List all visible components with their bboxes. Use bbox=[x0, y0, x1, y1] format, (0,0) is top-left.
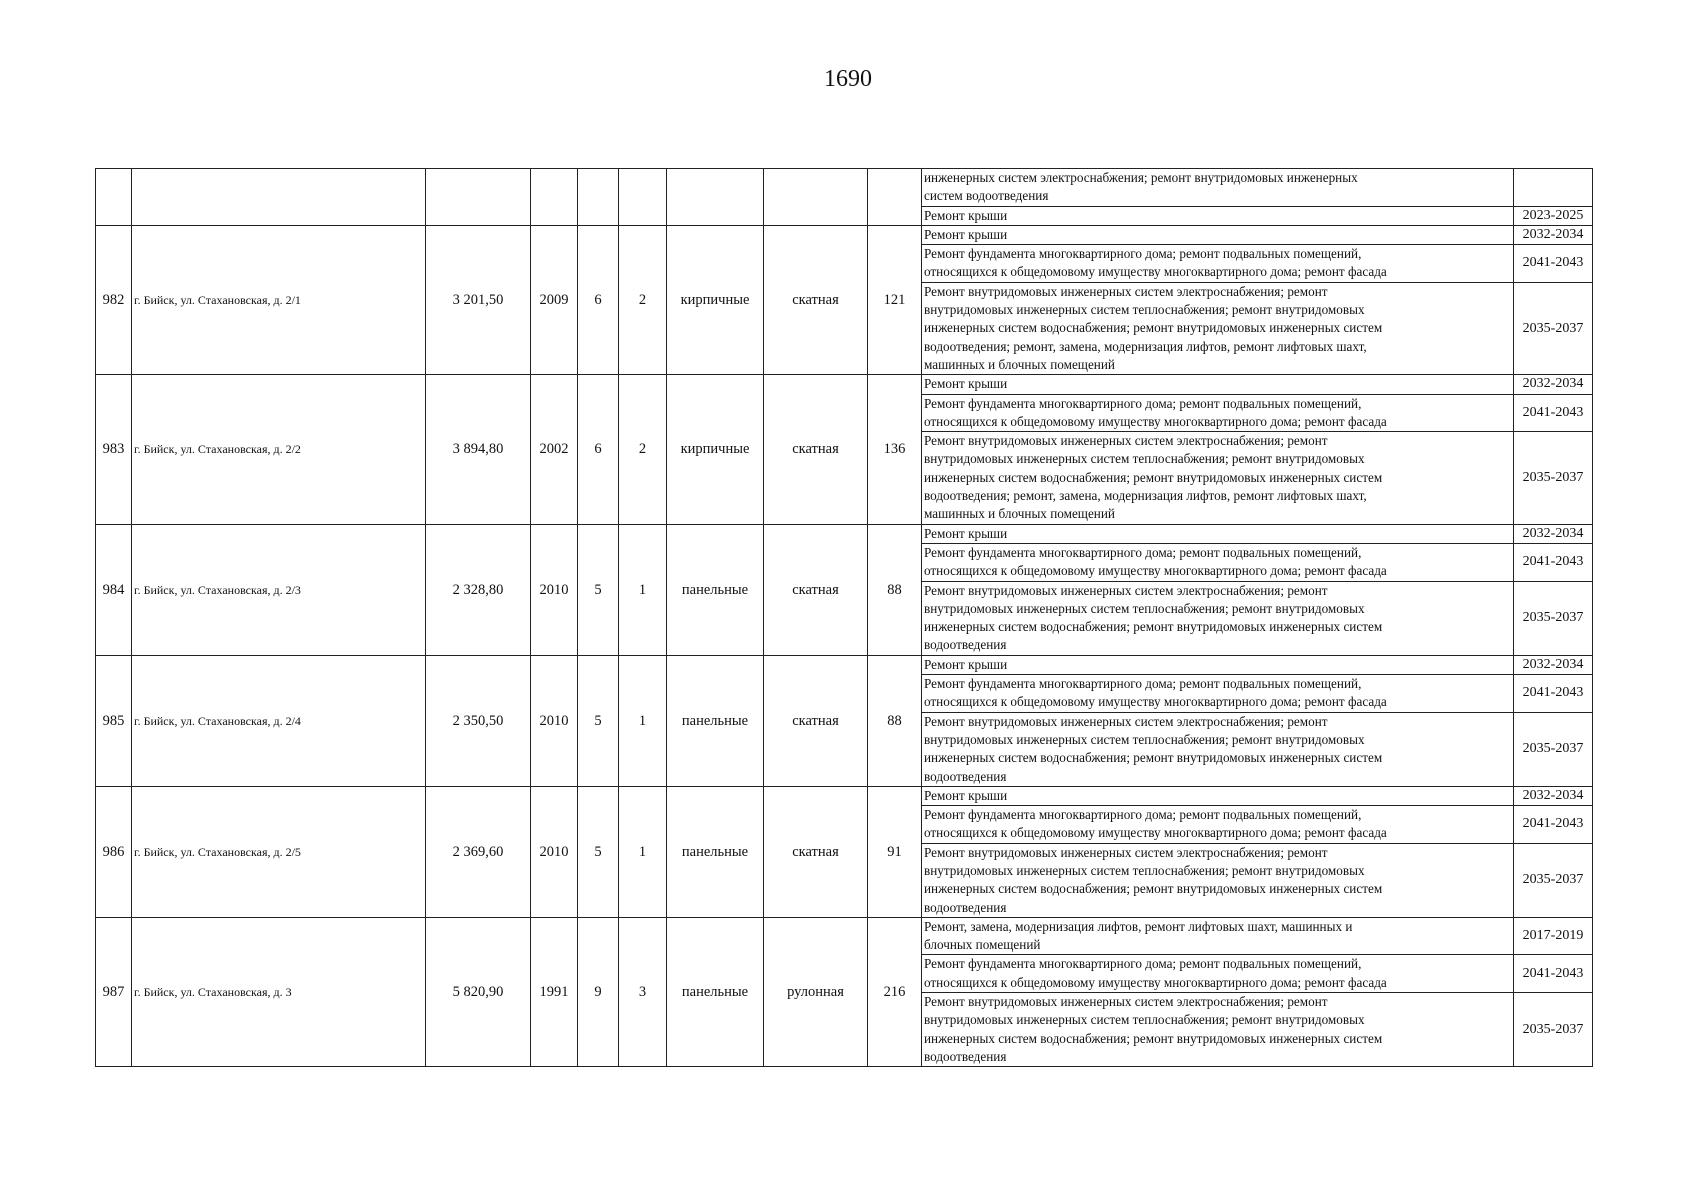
roof-type: скатная bbox=[764, 786, 868, 917]
work-line: Ремонт фундамента многоквартирного дома; ремонт подвальных помещений, bbox=[924, 246, 1362, 262]
address: г. Бийск, ул. Стахановская, д. 3 bbox=[132, 917, 426, 1066]
work-line: Ремонт фундамента многоквартирного дома; ремонт подвальных помещений, bbox=[924, 544, 1362, 560]
work-description bbox=[922, 432, 1514, 524]
residents-count: 121 bbox=[868, 225, 922, 374]
work-line: инженерных систем водоснабжения; ремонт внутридомовых инженерных систем bbox=[924, 469, 1383, 485]
work-line: водоотведения bbox=[924, 1048, 1007, 1064]
work-line: водоотведения; ремонт, замена, модернизация лифтов, ремонт лифтовых шахт, bbox=[924, 338, 1367, 354]
residents-count: 216 bbox=[868, 917, 922, 1066]
work-line: Ремонт крыши bbox=[924, 787, 1008, 803]
work-line: Ремонт фундамента многоквартирного дома; ремонт подвальных помещений, bbox=[924, 807, 1362, 823]
entrances-count: 2 bbox=[619, 225, 667, 374]
work-description bbox=[922, 955, 1514, 993]
work-line: относящихся к общедомовому имуществу многоквартирного дома; ремонт фасада bbox=[924, 694, 1387, 710]
wall-material: панельные bbox=[667, 917, 764, 1066]
work-line: Ремонт крыши bbox=[924, 376, 1008, 392]
total-area: 2 328,80 bbox=[426, 524, 531, 655]
work-line: Ремонт внутридомовых инженерных систем электроснабжения; ремонт bbox=[924, 713, 1328, 729]
work-period: 2035-2037 bbox=[1514, 993, 1593, 1067]
work-line: внутридомовых инженерных систем теплоснабжения; ремонт внутридомовых bbox=[924, 451, 1365, 467]
table-row bbox=[96, 655, 1593, 674]
commissioning-year: 2009 bbox=[531, 225, 578, 374]
table-body bbox=[96, 169, 1593, 1067]
table-row bbox=[96, 786, 1593, 805]
work-line: Ремонт крыши bbox=[924, 525, 1008, 541]
work-line: водоотведения bbox=[924, 899, 1007, 915]
address: г. Бийск, ул. Стахановская, д. 2/5 bbox=[132, 786, 426, 917]
work-line: Ремонт фундамента многоквартирного дома; ремонт подвальных помещений, bbox=[924, 956, 1362, 972]
work-description bbox=[922, 581, 1514, 655]
work-line: инженерных систем водоснабжения; ремонт внутридомовых инженерных систем bbox=[924, 881, 1383, 897]
empty-cell bbox=[764, 169, 868, 226]
work-line: внутридомовых инженерных систем теплоснабжения; ремонт внутридомовых bbox=[924, 731, 1365, 747]
floors-count: 6 bbox=[578, 375, 619, 524]
work-line: инженерных систем водоснабжения; ремонт внутридомовых инженерных систем bbox=[924, 619, 1383, 635]
work-period: 2041-2043 bbox=[1514, 806, 1593, 844]
work-period: 2041-2043 bbox=[1514, 543, 1593, 581]
work-line: внутридомовых инженерных систем теплоснабжения; ремонт внутридомовых bbox=[924, 862, 1365, 878]
empty-cell bbox=[619, 169, 667, 226]
entrances-count: 3 bbox=[619, 917, 667, 1066]
work-description bbox=[922, 806, 1514, 844]
row-number: 982 bbox=[96, 225, 132, 374]
work-period: 2041-2043 bbox=[1514, 955, 1593, 993]
work-line: Ремонт крыши bbox=[924, 656, 1008, 672]
row-number: 985 bbox=[96, 655, 132, 786]
table-row bbox=[96, 225, 1593, 244]
roof-type: скатная bbox=[764, 225, 868, 374]
work-line: Ремонт, замена, модернизация лифтов, ремонт лифтовых шахт, машинных и bbox=[924, 918, 1353, 934]
work-line: относящихся к общедомовому имуществу многоквартирного дома; ремонт фасада bbox=[924, 825, 1387, 841]
work-line: водоотведения bbox=[924, 768, 1007, 784]
roof-type: скатная bbox=[764, 375, 868, 524]
floors-count: 9 bbox=[578, 917, 619, 1066]
work-period: 2041-2043 bbox=[1514, 394, 1593, 432]
work-description bbox=[922, 993, 1514, 1067]
work-line: внутридомовых инженерных систем теплоснабжения; ремонт внутридомовых bbox=[924, 600, 1365, 616]
total-area: 5 820,90 bbox=[426, 917, 531, 1066]
work-period: 2035-2037 bbox=[1514, 712, 1593, 786]
work-line: Ремонт крыши bbox=[924, 207, 1008, 223]
work-period: 2032-2034 bbox=[1514, 375, 1593, 394]
work-line: машинных и блочных помещений bbox=[924, 356, 1115, 372]
empty-cell bbox=[578, 169, 619, 226]
work-line: Ремонт фундамента многоквартирного дома; ремонт подвальных помещений, bbox=[924, 676, 1362, 692]
work-description bbox=[922, 655, 1514, 674]
entrances-count: 1 bbox=[619, 655, 667, 786]
wall-material: кирпичные bbox=[667, 225, 764, 374]
work-line: водоотведения bbox=[924, 637, 1007, 653]
roof-type: скатная bbox=[764, 524, 868, 655]
row-number: 983 bbox=[96, 375, 132, 524]
entrances-count: 1 bbox=[619, 524, 667, 655]
empty-cell bbox=[531, 169, 578, 226]
total-area: 2 369,60 bbox=[426, 786, 531, 917]
residents-count: 136 bbox=[868, 375, 922, 524]
commissioning-year: 2010 bbox=[531, 655, 578, 786]
work-line: инженерных систем электроснабжения; ремонт внутридомовых инженерных bbox=[924, 170, 1358, 185]
work-period: 2023-2025 bbox=[1514, 206, 1593, 225]
work-period: 2035-2037 bbox=[1514, 843, 1593, 917]
address: г. Бийск, ул. Стахановская, д. 2/3 bbox=[132, 524, 426, 655]
work-description bbox=[922, 675, 1514, 713]
work-description bbox=[922, 169, 1514, 207]
continuation-row bbox=[96, 169, 1593, 207]
work-period: 2041-2043 bbox=[1514, 675, 1593, 713]
work-line: блочных помещений bbox=[924, 937, 1041, 953]
table-row bbox=[96, 524, 1593, 543]
empty-cell bbox=[96, 169, 132, 226]
work-description bbox=[922, 843, 1514, 917]
address: г. Бийск, ул. Стахановская, д. 2/1 bbox=[132, 225, 426, 374]
work-period: 2035-2037 bbox=[1514, 282, 1593, 374]
work-description bbox=[922, 375, 1514, 394]
work-description bbox=[922, 394, 1514, 432]
work-description bbox=[922, 225, 1514, 244]
work-line: относящихся к общедомовому имуществу многоквартирного дома; ремонт фасада bbox=[924, 413, 1387, 429]
work-line: водоотведения; ремонт, замена, модернизация лифтов, ремонт лифтовых шахт, bbox=[924, 488, 1367, 504]
work-description bbox=[922, 786, 1514, 805]
total-area: 3 894,80 bbox=[426, 375, 531, 524]
work-period: 2032-2034 bbox=[1514, 225, 1593, 244]
wall-material: кирпичные bbox=[667, 375, 764, 524]
residents-count: 88 bbox=[868, 524, 922, 655]
work-period: 2017-2019 bbox=[1514, 917, 1593, 955]
work-line: инженерных систем водоснабжения; ремонт внутридомовых инженерных систем bbox=[924, 320, 1383, 336]
work-line: Ремонт крыши bbox=[924, 226, 1008, 242]
table-row bbox=[96, 917, 1593, 955]
wall-material: панельные bbox=[667, 655, 764, 786]
row-number: 986 bbox=[96, 786, 132, 917]
table-row bbox=[96, 375, 1593, 394]
residents-count: 88 bbox=[868, 655, 922, 786]
page-number: 1690 bbox=[824, 66, 872, 92]
work-period: 2035-2037 bbox=[1514, 432, 1593, 524]
work-line: Ремонт внутридомовых инженерных систем электроснабжения; ремонт bbox=[924, 433, 1328, 449]
empty-cell bbox=[667, 169, 764, 226]
commissioning-year: 2002 bbox=[531, 375, 578, 524]
work-period: 2032-2034 bbox=[1514, 786, 1593, 805]
wall-material: панельные bbox=[667, 524, 764, 655]
work-description bbox=[922, 206, 1514, 225]
row-number: 987 bbox=[96, 917, 132, 1066]
work-line: относящихся к общедомовому имуществу многоквартирного дома; ремонт фасада bbox=[924, 264, 1387, 280]
commissioning-year: 1991 bbox=[531, 917, 578, 1066]
work-period bbox=[1514, 169, 1593, 207]
work-description bbox=[922, 712, 1514, 786]
roof-type: скатная bbox=[764, 655, 868, 786]
address: г. Бийск, ул. Стахановская, д. 2/2 bbox=[132, 375, 426, 524]
wall-material: панельные bbox=[667, 786, 764, 917]
work-line: внутридомовых инженерных систем теплоснабжения; ремонт внутридомовых bbox=[924, 1012, 1365, 1028]
work-description bbox=[922, 917, 1514, 955]
repair-schedule-table bbox=[95, 168, 1593, 1067]
work-line: Ремонт внутридомовых инженерных систем электроснабжения; ремонт bbox=[924, 582, 1328, 598]
commissioning-year: 2010 bbox=[531, 524, 578, 655]
work-period: 2035-2037 bbox=[1514, 581, 1593, 655]
work-line: систем водоотведения bbox=[924, 188, 1049, 204]
empty-cell bbox=[426, 169, 531, 226]
floors-count: 5 bbox=[578, 786, 619, 917]
residents-count: 91 bbox=[868, 786, 922, 917]
address: г. Бийск, ул. Стахановская, д. 2/4 bbox=[132, 655, 426, 786]
empty-cell bbox=[132, 169, 426, 226]
total-area: 3 201,50 bbox=[426, 225, 531, 374]
work-line: относящихся к общедомовому имуществу многоквартирного дома; ремонт фасада bbox=[924, 974, 1387, 990]
floors-count: 5 bbox=[578, 524, 619, 655]
work-description bbox=[922, 543, 1514, 581]
work-line: машинных и блочных помещений bbox=[924, 506, 1115, 522]
work-line: Ремонт внутридомовых инженерных систем электроснабжения; ремонт bbox=[924, 283, 1328, 299]
work-line: инженерных систем водоснабжения; ремонт внутридомовых инженерных систем bbox=[924, 1030, 1383, 1046]
roof-type: рулонная bbox=[764, 917, 868, 1066]
work-line: Ремонт внутридомовых инженерных систем электроснабжения; ремонт bbox=[924, 994, 1328, 1010]
work-period: 2032-2034 bbox=[1514, 655, 1593, 674]
work-description bbox=[922, 524, 1514, 543]
work-description bbox=[922, 245, 1514, 283]
entrances-count: 2 bbox=[619, 375, 667, 524]
commissioning-year: 2010 bbox=[531, 786, 578, 917]
entrances-count: 1 bbox=[619, 786, 667, 917]
row-number: 984 bbox=[96, 524, 132, 655]
work-line: внутридомовых инженерных систем теплоснабжения; ремонт внутридомовых bbox=[924, 302, 1365, 318]
total-area: 2 350,50 bbox=[426, 655, 531, 786]
floors-count: 5 bbox=[578, 655, 619, 786]
work-line: относящихся к общедомовому имуществу многоквартирного дома; ремонт фасада bbox=[924, 563, 1387, 579]
work-period: 2041-2043 bbox=[1514, 245, 1593, 283]
work-description bbox=[922, 282, 1514, 374]
work-line: инженерных систем водоснабжения; ремонт внутридомовых инженерных систем bbox=[924, 750, 1383, 766]
empty-cell bbox=[868, 169, 922, 226]
work-period: 2032-2034 bbox=[1514, 524, 1593, 543]
floors-count: 6 bbox=[578, 225, 619, 374]
work-line: Ремонт фундамента многоквартирного дома; ремонт подвальных помещений, bbox=[924, 395, 1362, 411]
work-line: Ремонт внутридомовых инженерных систем электроснабжения; ремонт bbox=[924, 844, 1328, 860]
